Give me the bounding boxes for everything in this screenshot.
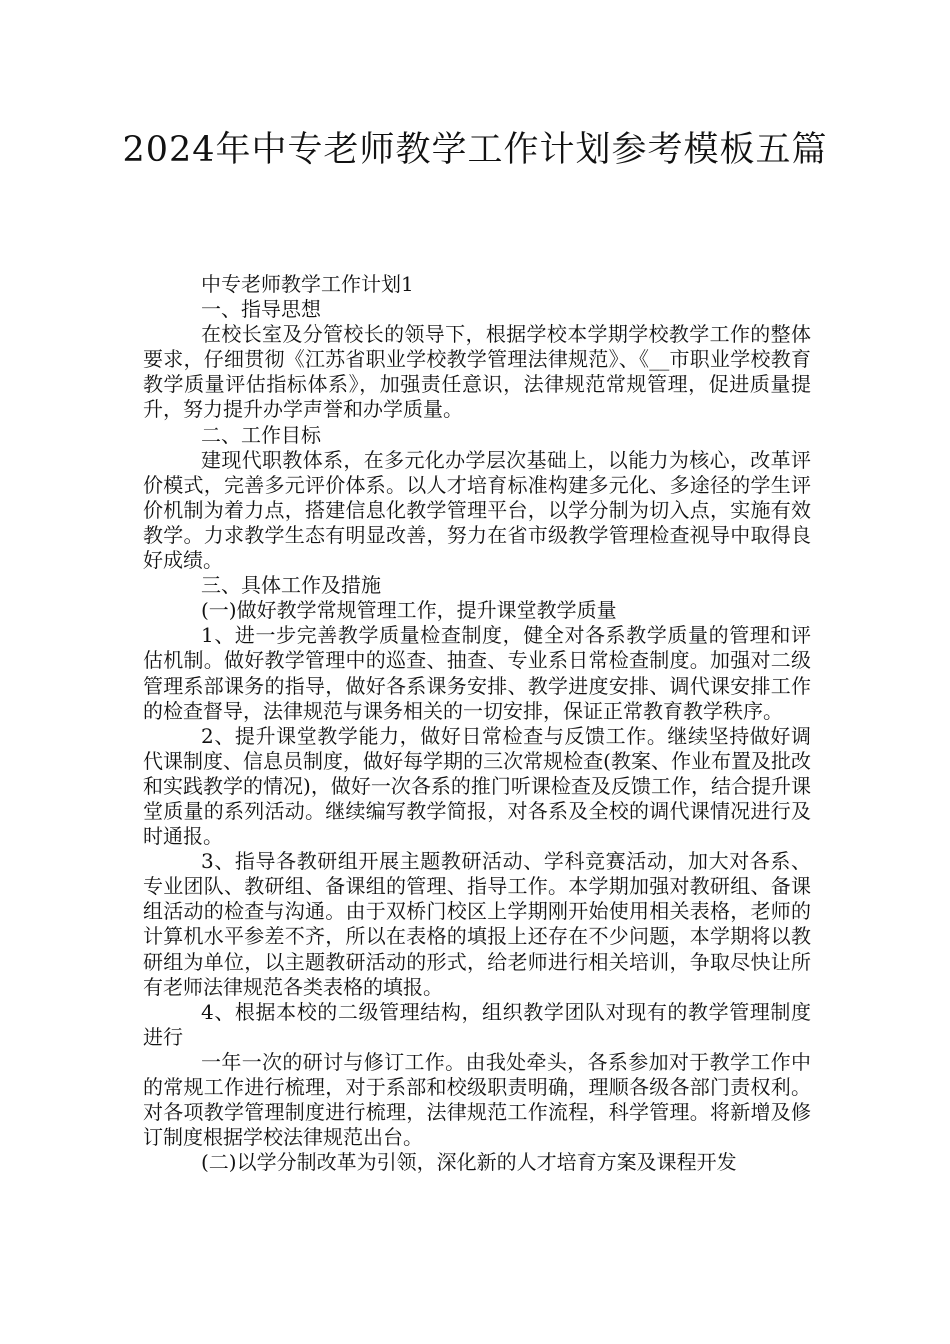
paragraph-subsection-1-heading: (一)做好教学常规管理工作，提升课堂教学质量 [201, 598, 617, 623]
paragraph-item-4-continued: 一年一次的研讨与修订工作。由我处牵头，各系参加对于教学工作中的常规工作进行梳理，对于系部和校级职责明确，理顺各级各部门责权利。对各项教学管理制度进行梳理，法律规范工作流程，科学管理。将新增及修订制度根据学校法律规范出台。 [143, 1049, 811, 1150]
paragraph-subsection-2-heading: (二)以学分制改革为引领，深化新的人才培育方案及课程开发 [201, 1150, 737, 1175]
paragraph-plan-heading: 中专老师教学工作计划1 [201, 272, 414, 296]
paragraph-item-2: 2、提升课堂教学能力，做好日常检查与反馈工作。继续坚持做好调代课制度、信息员制度，做好每学期的三次常规检查(教案、作业布置及批改和实践教学的情况)，做好一次各系的推门听课检查及反馈工作，结合提升课堂质量的系列活动。继续编写教学简报，对各系及全校的调代课情况进行及时通报。 [143, 723, 811, 849]
paragraph-work-goals: 建现代职教体系，在多元化办学层次基础上，以能力为核心，改革评价模式，完善多元评价体系。以人才培育标准构建多元化、多途径的学生评价机制为着力点，搭建信息化教学管理平台，以学分制为切入点，实施有效教学。力求教学生态有明显改善，努力在省市级教学管理检查视导中取得良好成绩。 [143, 447, 811, 573]
paragraph-section-2-heading: 二、工作目标 [201, 422, 321, 447]
document-title: 2024年中专老师教学工作计划参考模板五篇 [122, 130, 828, 170]
paragraph-section-1-heading: 一、指导思想 [201, 297, 321, 322]
paragraph-section-3-heading: 三、具体工作及措施 [201, 573, 381, 598]
paragraph-item-3: 3、指导各教研组开展主题教研活动、学科竞赛活动，加大对各系、专业团队、教研组、备课组的管理、指导工作。本学期加强对教研组、备课组活动的检查与沟通。由于双桥门校区上学期刚开始使用相关表格，老师的计算机水平参差不齐，所以在表格的填报上还存在不少问题，本学期将以教研组为单位，以主题教研活动的形式，给老师进行相关培训，争取尽快让所有老师法律规范各类表格的填报。 [143, 849, 811, 999]
paragraph-item-4: 4、根据本校的二级管理结构，组织教学团队对现有的教学管理制度进行 [143, 999, 811, 1049]
document-body [143, 272, 811, 1175]
paragraph-guiding-thought: 在校长室及分管校长的领导下，根据学校本学期学校教学工作的整体要求，仔细贯彻《江苏省职业学校教学管理法律规范》、《__市职业学校教育教学质量评估指标体系》，加强责任意识，法律规范常规管理，促进质量提升，努力提升办学声誉和办学质量。 [143, 322, 811, 422]
paragraph-item-1: 1、进一步完善教学质量检查制度，健全对各系教学质量的管理和评估机制。做好教学管理中的巡查、抽查、专业系日常检查制度。加强对二级管理系部课务的指导，做好各系课务安排、教学进度安排、调代课安排工作的检查督导，法律规范与课务相关的一切安排，保证正常教育教学秩序。 [143, 623, 811, 723]
